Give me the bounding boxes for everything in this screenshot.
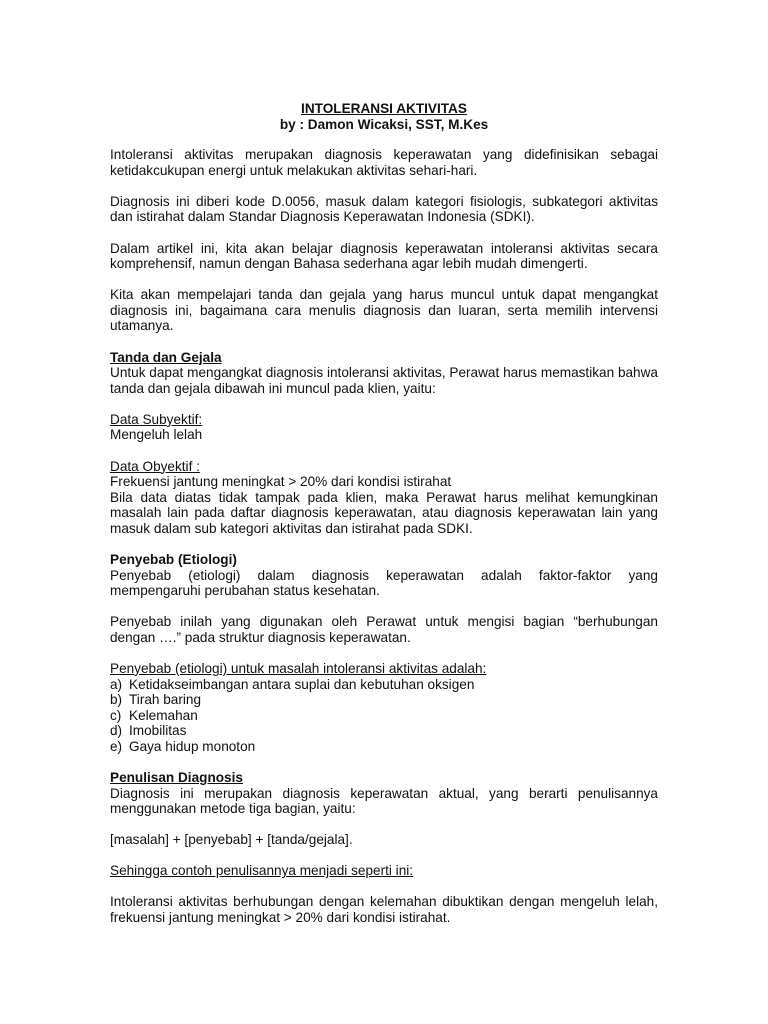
intro-paragraph-1: Intoleransi aktivitas merupakan diagnosis keperawatan yang didefinisikan sebagai ketidakcukupan energi untuk melakukan aktivitas sehari-hari.	[110, 147, 658, 178]
penyebab-text-2: Penyebab inilah yang digunakan oleh Perawat untuk mengisi bagian “berhubungan dengan ….” pada struktur diagnosis keperawatan.	[110, 614, 658, 645]
list-item-text: Kelemahan	[129, 707, 198, 723]
data-subyektif-label: Data Subyektif:	[110, 411, 203, 427]
list-marker: c)	[110, 707, 122, 723]
penyebab-text-1: Penyebab (etiologi) dalam diagnosis keperawatan adalah faktor-faktor yang mempengaruhi perubahan status kesehatan.	[110, 567, 658, 599]
penulisan-example: Intoleransi aktivitas berhubungan dengan kelemahan dibuktikan dengan mengeluh lelah, frekuensi jantung meningkat > 20% dari kondisi istirahat.	[110, 894, 658, 926]
list-item	[110, 739, 658, 755]
list-item-text: Gaya hidup monoton	[129, 738, 256, 754]
penyebab-list	[110, 677, 658, 755]
intro-paragraph-4: Kita akan mempelajari tanda dan gejala yang harus muncul untuk dapat mengangkat diagnosis ini, bagaimana cara menulis diagnosis dan luaran, serta memilih intervensi utamanya.	[110, 287, 658, 334]
document-title: INTOLERANSI AKTIVITAS	[301, 101, 467, 116]
penulisan-formula: [masalah] + [penyebab] + [tanda/gejala].	[110, 832, 353, 848]
list-item-text: Imobilitas	[129, 723, 187, 739]
penulisan-example-label: Sehingga contoh penulisannya menjadi seperti ini:	[110, 863, 414, 879]
penulisan-text: Diagnosis ini merupakan diagnosis keperawatan aktual, yang berarti penulisannya menggunakan metode tiga bagian, yaitu:	[110, 785, 658, 817]
list-marker: a)	[110, 676, 123, 692]
data-obyektif-block	[110, 459, 658, 537]
data-subyektif-value: Mengeluh lelah	[110, 427, 203, 443]
title-block	[110, 101, 658, 132]
penyebab-list-label: Penyebab (etiologi) untuk masalah intoleransi aktivitas adalah:	[110, 660, 487, 676]
data-obyektif-label: Data Obyektif :	[110, 458, 200, 474]
list-marker: b)	[110, 692, 123, 708]
section-penyebab	[110, 552, 658, 599]
list-item-text: Tirah baring	[129, 692, 202, 708]
document-page	[110, 101, 658, 941]
section-heading-tanda-gejala: Tanda dan Gejala	[110, 349, 222, 365]
list-marker: e)	[110, 738, 123, 754]
tanda-intro-text: Untuk dapat mengangkat diagnosis intoleransi aktivitas, Perawat harus memastikan bahwa tanda dan gejala dibawah ini muncul pada klien, yaitu:	[110, 365, 658, 396]
data-subyektif-block	[110, 412, 658, 443]
list-item	[110, 677, 658, 693]
list-marker: d)	[110, 723, 123, 739]
list-item	[110, 723, 658, 739]
intro-paragraph-3: Dalam artikel ini, kita akan belajar diagnosis keperawatan intoleransi aktivitas secara komprehensif, namun dengan Bahasa sederhana agar lebih mudah dimengerti.	[110, 240, 658, 272]
section-heading-penulisan: Penulisan Diagnosis	[110, 770, 243, 785]
list-item-text: Ketidakseimbangan antara suplai dan kebutuhan oksigen	[129, 676, 475, 692]
intro-paragraph-2: Diagnosis ini diberi kode D.0056, masuk dalam kategori fisiologis, subkategori aktivitas dan istirahat dalam Standar Diagnosis Keperawatan Indonesia (SDKI).	[110, 193, 658, 225]
section-heading-penyebab: Penyebab (Etiologi)	[110, 551, 237, 567]
document-author: by : Damon Wicaksi, SST, M.Kes	[279, 116, 489, 132]
section-tanda-gejala	[110, 350, 658, 397]
data-obyektif-value: Frekuensi jantung meningkat > 20% dari kondisi istirahat	[110, 474, 452, 490]
list-item	[110, 708, 658, 724]
section-penulisan	[110, 770, 658, 817]
tanda-note-text: Bila data diatas tidak tampak pada klien, maka Perawat harus melihat kemungkinan masalah lain pada daftar diagnosis keperawatan, atau diagnosis keperawatan lain yang masuk dalam sub kategori aktivitas dan istirahat pada SDKI.	[110, 489, 658, 536]
list-item	[110, 692, 658, 708]
